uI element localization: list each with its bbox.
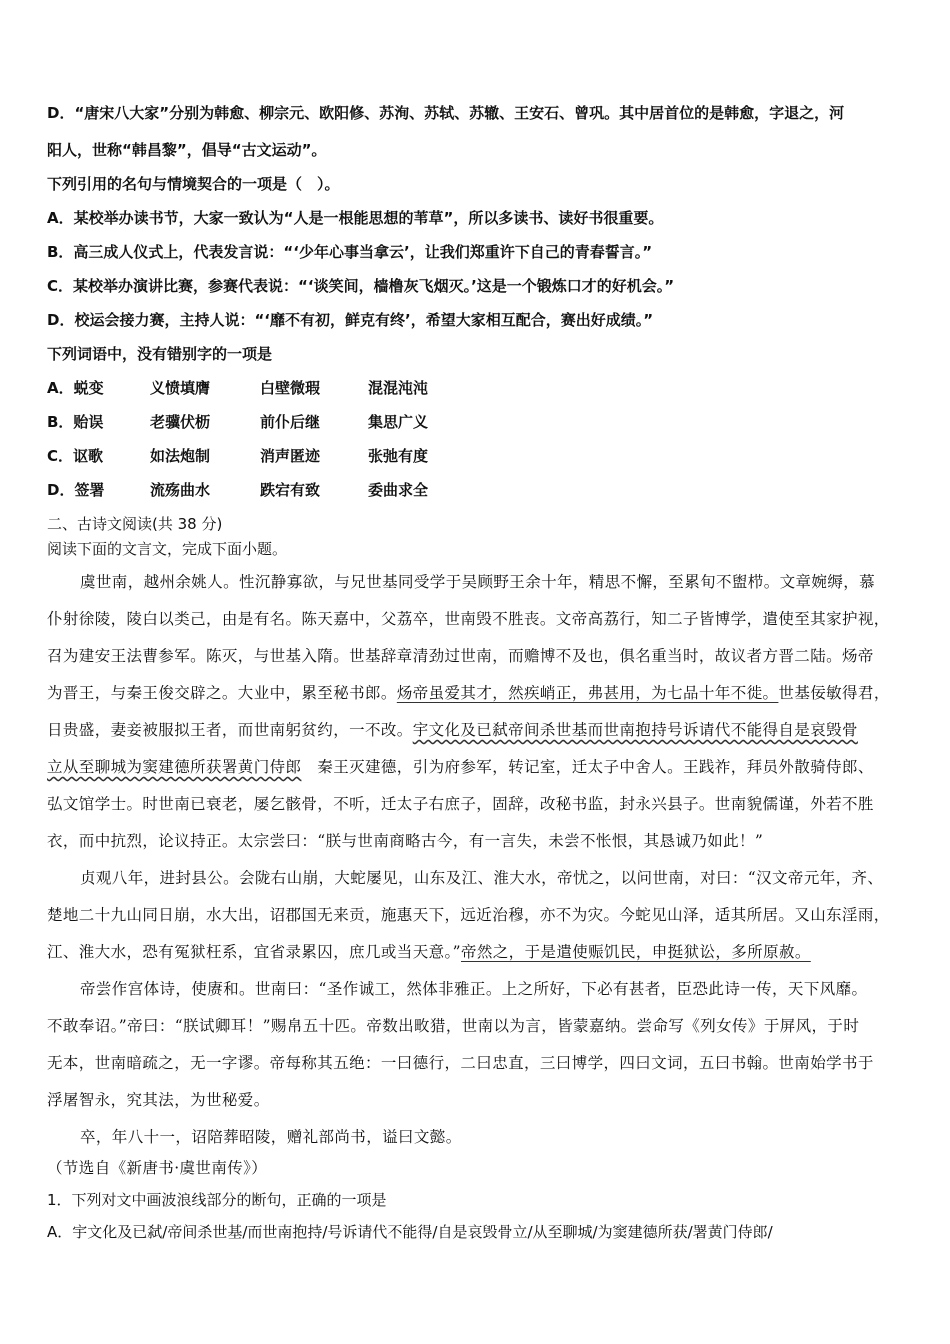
- passage-line: [47, 757, 874, 777]
- passage-line: 召为建安王法曹参军。陈灭，与世基入隋。世基辞章清劲过世南，而赡博不及也，俱名重当时，故议者方晋二陆。炀帝: [47, 647, 874, 665]
- passage-segment: 日贵盛，妻妾被服拟王者，而世南躬贫约，一不改。: [47, 721, 413, 739]
- passage-segment: 江、淮大水，恐有冤狱枉系，宜省录累囚，庶几或当天意。”: [47, 943, 461, 961]
- word-cell: B．贻误: [47, 413, 104, 431]
- word-cell: 张弛有度: [368, 447, 429, 465]
- question-quote-option-a: A．某校举办读书节，大家一致认为“人是一根能思想的苇草”，所以多读书、读好书很重要。: [47, 209, 664, 227]
- word-cell: 集思广义: [368, 413, 429, 431]
- word-cell: 义愤填膺: [150, 379, 211, 397]
- passage-line: 虞世南，越州余姚人。性沉静寡欲，与兄世基同受学于吴顾野王余十年，精思不懈，至累旬不盥栉。文章婉缛，慕: [80, 573, 876, 591]
- passage-line: 弘文馆学士。时世南已衰老，屡乞骸骨，不听，迁太子右庶子，固辞，改秘书监，封永兴县子。世南貌儒谨，外若不胜: [47, 795, 874, 813]
- option-d-eight-masters-line2: 阳人，世称“韩昌黎”，倡导“古文运动”。: [47, 141, 327, 159]
- passage-line: [47, 683, 890, 703]
- wavy-underlined-sentence: 立从至聊城为窦建德所获署黄门侍郎: [47, 758, 302, 776]
- passage-line: 帝尝作宫体诗，使赓和。世南曰：“圣作诚工，然体非雅正。上之所好，下必有甚者，臣恐此诗一传，天下风靡。: [80, 980, 868, 998]
- question-quote-option-d: D．校运会接力赛，主持人说：“‘靡不有初，鲜克有终’，希望大家相互配合，赛出好成绩。”: [47, 311, 654, 329]
- underlined-sentence: 帝然之，于是遣使赈饥民，申挺狱讼，多所原赦。: [460, 943, 811, 961]
- passage-segment: 秦王灭建德，引为府参军，转记室，迁太子中舍人。王践祚，拜员外散骑侍郎、: [301, 758, 874, 776]
- word-cell: D．签署: [47, 481, 105, 499]
- passage-line: 楚地二十九山同日崩，水大出，诏郡国无来贡，施惠天下，远近治穆，亦不为灾。今蛇见山泽，适其所居。又山东淫雨，: [47, 906, 890, 924]
- option-d-eight-masters-line1: D．“唐宋八大家”分别为韩愈、柳宗元、欧阳修、苏洵、苏轼、苏辙、王安石、曾巩。其中居首位的是韩愈，字退之，河: [47, 104, 845, 122]
- passage-line: 衣，而中抗烈，论议持正。太宗尝曰：“朕与世南商略古今，有一言失，未尝不怅恨，其恳诚乃如此！”: [47, 832, 764, 850]
- word-cell: 如法炮制: [150, 447, 211, 465]
- passage-line: 不敢奉诏。”帝曰：“朕试卿耳！”赐帛五十匹。帝数出畋猎，世南以为言，皆蒙嘉纳。尝命写《列女传》于屏风，于时: [47, 1017, 860, 1035]
- passage-segment: 世基佞敏得君，: [778, 684, 890, 702]
- passage-segment: 为晋王，与秦王俊交辟之。大业中，累至秘书郎。: [47, 684, 397, 702]
- passage-source: （节选自《新唐书·虞世南传》）: [47, 1159, 268, 1177]
- word-cell: 前仆后继: [260, 413, 321, 431]
- passage-line: 浮屠智永，究其法，为世秘爱。: [47, 1091, 270, 1109]
- question-1-stem: 1．下列对文中画波浪线部分的断句，正确的一项是: [47, 1191, 387, 1209]
- question-1-option-a: A．宇文化及已弑/帝间杀世基/而世南抱持/号诉请代不能得/自是哀毁骨立/从至聊城/为窦建德所获/署黄门侍郎/: [47, 1223, 773, 1241]
- question-quote-option-b: B．高三成人仪式上，代表发言说：“‘少年心事当拿云’，让我们郑重许下自己的青春誓言。”: [47, 243, 653, 261]
- word-cell: 老骥伏枥: [150, 413, 211, 431]
- question-quote-stem: 下列引用的名句与情境契合的一项是（ ）。: [47, 175, 340, 193]
- word-cell: C．讴歌: [47, 447, 104, 465]
- question-quote-option-c: C．某校举办演讲比赛，参赛代表说：“‘谈笑间，樯橹灰飞烟灭。’这是一个锻炼口才的好机会。”: [47, 277, 675, 295]
- word-cell: 流殇曲水: [150, 481, 211, 499]
- section-heading: 二、古诗文阅读(共 38 分): [47, 515, 223, 533]
- question-words-stem: 下列词语中，没有错别字的一项是: [47, 345, 273, 363]
- passage-line: 无本，世南暗疏之，无一字谬。帝每称其五绝：一曰德行，二曰忠直，三曰博学，四曰文词，五曰书翰。世南始学书于: [47, 1054, 874, 1072]
- word-cell: A．蜕变: [47, 379, 104, 397]
- wavy-underlined-sentence: 宇文化及已弑帝间杀世基而世南抱持号诉请代不能得自是哀毁骨: [412, 721, 858, 739]
- passage-line: 仆射徐陵，陵白以类己，由是有名。陈天嘉中，父荔卒，世南毁不胜丧。文帝高荔行，知二子皆博学，遣使至其家护视，: [47, 610, 890, 628]
- word-cell: 跌宕有致: [260, 481, 321, 499]
- passage-line: 卒，年八十一，诏陪葬昭陵，赠礼部尚书，谥曰文懿。: [80, 1128, 462, 1146]
- word-cell: 消声匿迹: [260, 447, 321, 465]
- word-cell: 委曲求全: [368, 481, 429, 499]
- word-cell: 混混沌沌: [368, 379, 429, 397]
- passage-line: [47, 720, 858, 740]
- section-instructions: 阅读下面的文言文，完成下面小题。: [47, 540, 288, 558]
- underlined-sentence: 炀帝虽爱其才，然疾峭正，弗甚用，为七品十年不徙。: [396, 684, 779, 702]
- passage-line: [47, 942, 811, 962]
- passage-line: 贞观八年，进封县公。会陇右山崩，大蛇屡见，山东及江、淮大水，帝忧之，以问世南，对曰：“汉文帝元年，齐、: [80, 869, 884, 887]
- word-cell: 白壁微瑕: [260, 379, 321, 397]
